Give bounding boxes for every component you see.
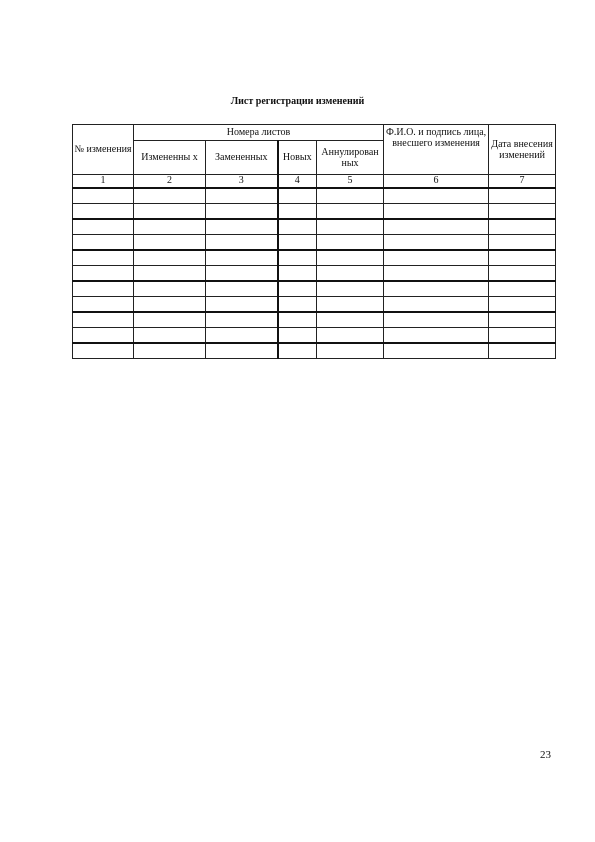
table-cell[interactable]: [73, 235, 134, 251]
table-row: [73, 219, 556, 235]
table-cell[interactable]: [489, 219, 556, 235]
header-new: Новых: [278, 141, 317, 175]
table-cell[interactable]: [134, 204, 206, 220]
table-cell[interactable]: [206, 188, 278, 204]
column-number: 6: [384, 175, 489, 189]
column-number: 3: [206, 175, 278, 189]
table-cell[interactable]: [206, 266, 278, 282]
table-cell[interactable]: [73, 281, 134, 297]
page-number: 23: [540, 749, 551, 761]
table-cell[interactable]: [489, 281, 556, 297]
table-cell[interactable]: [206, 297, 278, 313]
table-cell[interactable]: [384, 250, 489, 266]
header-replaced: Замененных: [206, 141, 278, 175]
header-sheet-numbers: Номера листов: [134, 125, 384, 141]
table-cell[interactable]: [317, 235, 384, 251]
table-cell[interactable]: [384, 235, 489, 251]
table-cell[interactable]: [206, 328, 278, 344]
table-cell[interactable]: [384, 204, 489, 220]
column-number: 5: [317, 175, 384, 189]
table-cell[interactable]: [134, 281, 206, 297]
table-row: [73, 188, 556, 204]
table-cell[interactable]: [317, 219, 384, 235]
page-title: Лист регистрации изменений: [230, 96, 365, 107]
table-cell[interactable]: [73, 297, 134, 313]
table-cell[interactable]: [317, 281, 384, 297]
table-row: [73, 312, 556, 328]
table-cell[interactable]: [489, 235, 556, 251]
table-cell[interactable]: [489, 297, 556, 313]
table-cell[interactable]: [134, 250, 206, 266]
table-cell[interactable]: [317, 328, 384, 344]
table-cell[interactable]: [206, 235, 278, 251]
table-cell[interactable]: [384, 188, 489, 204]
table-cell[interactable]: [384, 312, 489, 328]
table-cell[interactable]: [489, 266, 556, 282]
table-cell[interactable]: [278, 219, 317, 235]
table-cell[interactable]: [384, 219, 489, 235]
table-cell[interactable]: [384, 328, 489, 344]
header-annulled: Аннулирован ных: [317, 141, 384, 175]
table-cell[interactable]: [384, 343, 489, 359]
table-cell[interactable]: [73, 266, 134, 282]
table-cell[interactable]: [206, 204, 278, 220]
table-cell[interactable]: [278, 281, 317, 297]
table-cell[interactable]: [134, 188, 206, 204]
table-cell[interactable]: [73, 250, 134, 266]
table-cell[interactable]: [278, 328, 317, 344]
table-cell[interactable]: [278, 312, 317, 328]
table-row: [73, 266, 556, 282]
table-row: [73, 235, 556, 251]
table-cell[interactable]: [278, 297, 317, 313]
table-cell[interactable]: [206, 219, 278, 235]
table-cell[interactable]: [489, 204, 556, 220]
table-cell[interactable]: [489, 188, 556, 204]
table-cell[interactable]: [317, 204, 384, 220]
table-cell[interactable]: [278, 235, 317, 251]
table-cell[interactable]: [489, 312, 556, 328]
table-cell[interactable]: [384, 281, 489, 297]
header-change-number: № изменения: [73, 125, 134, 175]
column-number: 2: [134, 175, 206, 189]
table-row: [73, 250, 556, 266]
header-changed: Измененны х: [134, 141, 206, 175]
change-registration-table: [72, 124, 556, 359]
table-cell[interactable]: [134, 297, 206, 313]
table-cell[interactable]: [206, 250, 278, 266]
table-cell[interactable]: [134, 328, 206, 344]
table-cell[interactable]: [278, 250, 317, 266]
header-fio: [384, 125, 489, 175]
header-fio-text: Ф.И.О. и подпись лица, внесшего изменения: [385, 127, 487, 149]
table-cell[interactable]: [206, 343, 278, 359]
table-cell[interactable]: [489, 328, 556, 344]
table-cell[interactable]: [134, 235, 206, 251]
table-cell[interactable]: [134, 266, 206, 282]
table-cell[interactable]: [317, 312, 384, 328]
table-cell[interactable]: [73, 188, 134, 204]
table-cell[interactable]: [134, 343, 206, 359]
table-cell[interactable]: [134, 312, 206, 328]
table-cell[interactable]: [73, 328, 134, 344]
table-cell[interactable]: [278, 204, 317, 220]
table-cell[interactable]: [384, 297, 489, 313]
table-cell[interactable]: [384, 266, 489, 282]
table-cell[interactable]: [278, 343, 317, 359]
table-row: [73, 281, 556, 297]
table-cell[interactable]: [317, 297, 384, 313]
column-number: 4: [278, 175, 317, 189]
table-row: [73, 343, 556, 359]
table-cell[interactable]: [489, 250, 556, 266]
table-row: [73, 328, 556, 344]
header-date: Дата внесения изменений: [489, 125, 556, 175]
table-cell[interactable]: [73, 312, 134, 328]
column-number: 7: [489, 175, 556, 189]
empty-rows: [73, 188, 556, 359]
table-cell[interactable]: [317, 188, 384, 204]
table-cell[interactable]: [73, 204, 134, 220]
column-number: 1: [73, 175, 134, 189]
table-cell[interactable]: [206, 281, 278, 297]
table-cell[interactable]: [317, 250, 384, 266]
table-row: [73, 297, 556, 313]
table-cell[interactable]: [134, 219, 206, 235]
table-cell[interactable]: [278, 266, 317, 282]
table-cell[interactable]: [73, 219, 134, 235]
table-cell[interactable]: [73, 343, 134, 359]
table-cell[interactable]: [317, 266, 384, 282]
table-cell[interactable]: [278, 188, 317, 204]
table-cell[interactable]: [489, 343, 556, 359]
table-cell[interactable]: [317, 343, 384, 359]
table-cell[interactable]: [206, 312, 278, 328]
table-row: [73, 204, 556, 220]
